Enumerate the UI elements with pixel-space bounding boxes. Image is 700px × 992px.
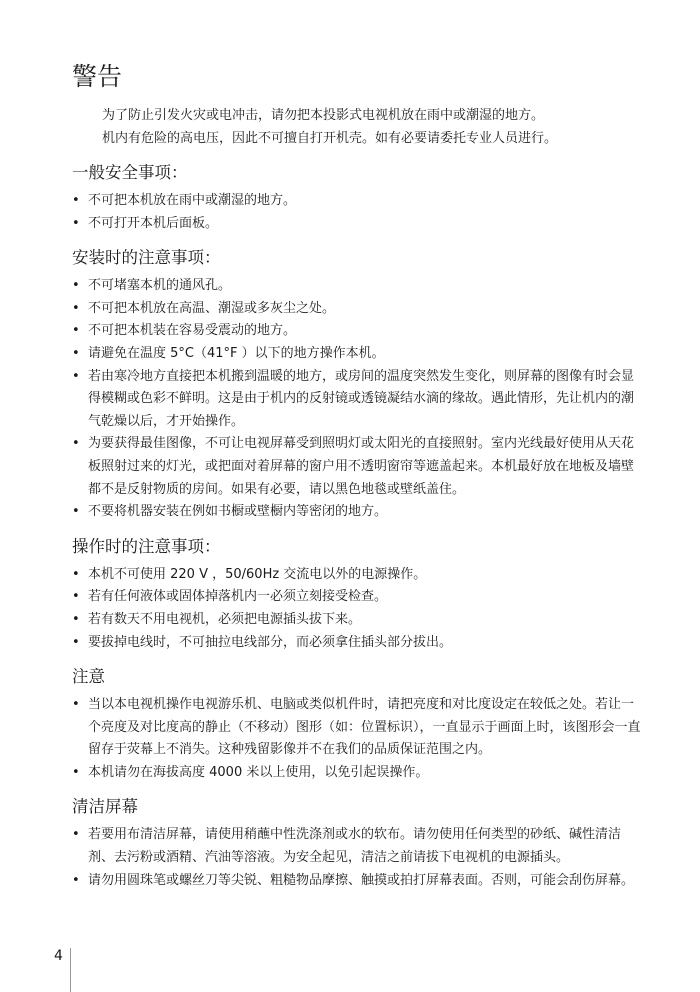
bullet-icon: •	[72, 323, 80, 339]
list-item	[72, 433, 646, 501]
list-item-text: 若要用布清洁屏幕，请使用稍蘸中性洗涤剂或水的软布。请勿使用任何类型的砂纸、碱性清洁剂、去污粉或酒精、汽油等溶液。为安全起见，清洁之前请拔下电视机的电源插头。	[88, 827, 622, 866]
list-item	[72, 824, 646, 869]
bullet-icon: •	[72, 368, 80, 384]
bullet-icon: •	[72, 872, 80, 888]
list-item-text: 本机不可使用 220 V ，50/60Hz 交流电以外的电源操作。	[88, 566, 427, 582]
bullet-list	[72, 190, 646, 235]
bullet-icon: •	[72, 611, 80, 627]
bullet-icon: •	[72, 193, 80, 208]
bullet-icon: •	[72, 436, 80, 452]
list-item	[72, 213, 646, 236]
list-item-text: 本机请勿在海拔高度 4000 米以上使用，以免引起误操作。	[88, 764, 429, 780]
list-item	[72, 586, 646, 609]
list-item	[72, 762, 646, 785]
bullet-icon: •	[72, 634, 80, 650]
list-item-text: 不可打开本机后面板。	[88, 215, 219, 231]
bullet-icon: •	[72, 697, 80, 713]
list-item-text: 请勿用圆珠笔或螺丝刀等尖锐、粗糙物品摩擦、触摸或拍打屏幕表面。否则，可能会刮伤屏幕。	[88, 872, 635, 888]
list-item	[72, 298, 646, 321]
list-item-text: 不可把本机装在容易受震动的地方。	[88, 323, 297, 339]
section-heading: 操作时的注意事项：	[72, 536, 221, 556]
bullet-list	[72, 824, 646, 892]
list-item	[72, 275, 646, 298]
list-item-text: 为要获得最佳图像，不可让电视屏幕受到照明灯或太阳光的直接照射。室内光线最好使用从天花板照射过来的灯光，或把面对着屏幕的窗户用不透明窗帘等遮盖起来。本机最好放在地板及墙壁都不是反射物质的房间。如果有必要，请以黑色地毯或壁纸盖住。	[88, 436, 635, 497]
list-item-text: 不可把本机放在雨中或潮湿的地方。	[88, 193, 297, 208]
page-number: 4	[54, 948, 63, 964]
section-heading: 一般安全事项：	[72, 163, 188, 182]
list-item	[72, 632, 646, 655]
bullet-icon: •	[72, 827, 80, 843]
page-title: 警告	[72, 62, 123, 91]
list-item	[72, 609, 646, 632]
document-page	[72, 62, 646, 892]
section-installation	[72, 247, 646, 524]
bullet-icon: •	[72, 300, 80, 316]
list-item-text: 若有数天不用电视机，必须把电源插头拔下来。	[88, 611, 362, 627]
bullet-icon: •	[72, 215, 80, 231]
bullet-icon: •	[72, 589, 80, 605]
bullet-icon: •	[72, 566, 80, 582]
list-item-text: 不要将机器安装在例如书橱或壁橱内等密闭的地方。	[88, 504, 388, 520]
intro-paragraph: 为了防止引发火灾或电冲击，请勿把本投影式电视机放在雨中或潮湿的地方。	[102, 108, 545, 123]
bullet-icon: •	[72, 278, 80, 294]
warning-intro	[72, 104, 646, 150]
section-screen-cleaning	[72, 796, 646, 892]
section-heading: 清洁屏幕	[72, 797, 138, 817]
bullet-list	[72, 275, 646, 524]
list-item	[72, 564, 646, 587]
list-item	[72, 366, 646, 434]
bullet-icon: •	[72, 504, 80, 520]
section-caution	[72, 666, 646, 784]
section-operation	[72, 536, 646, 654]
list-item	[72, 320, 646, 343]
list-item-text: 若由寒冷地方直接把本机搬到温暖的地方，或房间的温度突然发生变化，则屏幕的图像有时会显得模糊或色彩不鲜明。这是由于机内的反射镜或透镜凝结水滴的缘故。遇此情形，先让机内的潮气乾燥以后，才开始操作。	[88, 368, 635, 429]
list-item	[72, 694, 646, 762]
bullet-icon: •	[72, 345, 80, 361]
bullet-icon: •	[72, 764, 80, 780]
list-item-text: 不可堵塞本机的通风孔。	[88, 278, 232, 294]
section-heading: 安装时的注意事项：	[72, 248, 221, 268]
bullet-list	[72, 564, 646, 654]
margin-rule	[70, 948, 71, 992]
list-item	[72, 190, 646, 213]
list-item-text: 要拔掉电线时，不可抽拉电线部分，而必须拿住插头部分拔出。	[88, 634, 453, 650]
list-item-text: 当以本电视机操作电视游乐机、电脑或类似机件时，请把亮度和对比度设定在较低之处。若让一个亮度及对比度高的静止（不移动）图形（如：位置标识），一直显示于画面上时，该图形会一直留存于荧幕上不消失。这种残留影像并不在我们的品质保证范围之内。	[88, 697, 641, 758]
intro-paragraph: 机内有危险的高电压，因此不可擅自打开机壳。如有必要请委托专业人员进行。	[102, 131, 558, 146]
list-item	[72, 870, 646, 893]
list-item-text: 不可把本机放在高温、潮湿或多灰尘之处。	[88, 300, 336, 316]
list-item	[72, 501, 646, 524]
section-heading: 注意	[72, 667, 105, 687]
section-general-safety	[72, 162, 646, 235]
list-item-text: 请避免在温度 5°C（41°F ）以下的地方操作本机。	[88, 345, 385, 361]
list-item	[72, 343, 646, 366]
list-item-text: 若有任何液体或固体掉落机内一必须立刻接受检查。	[88, 589, 388, 605]
bullet-list	[72, 694, 646, 784]
